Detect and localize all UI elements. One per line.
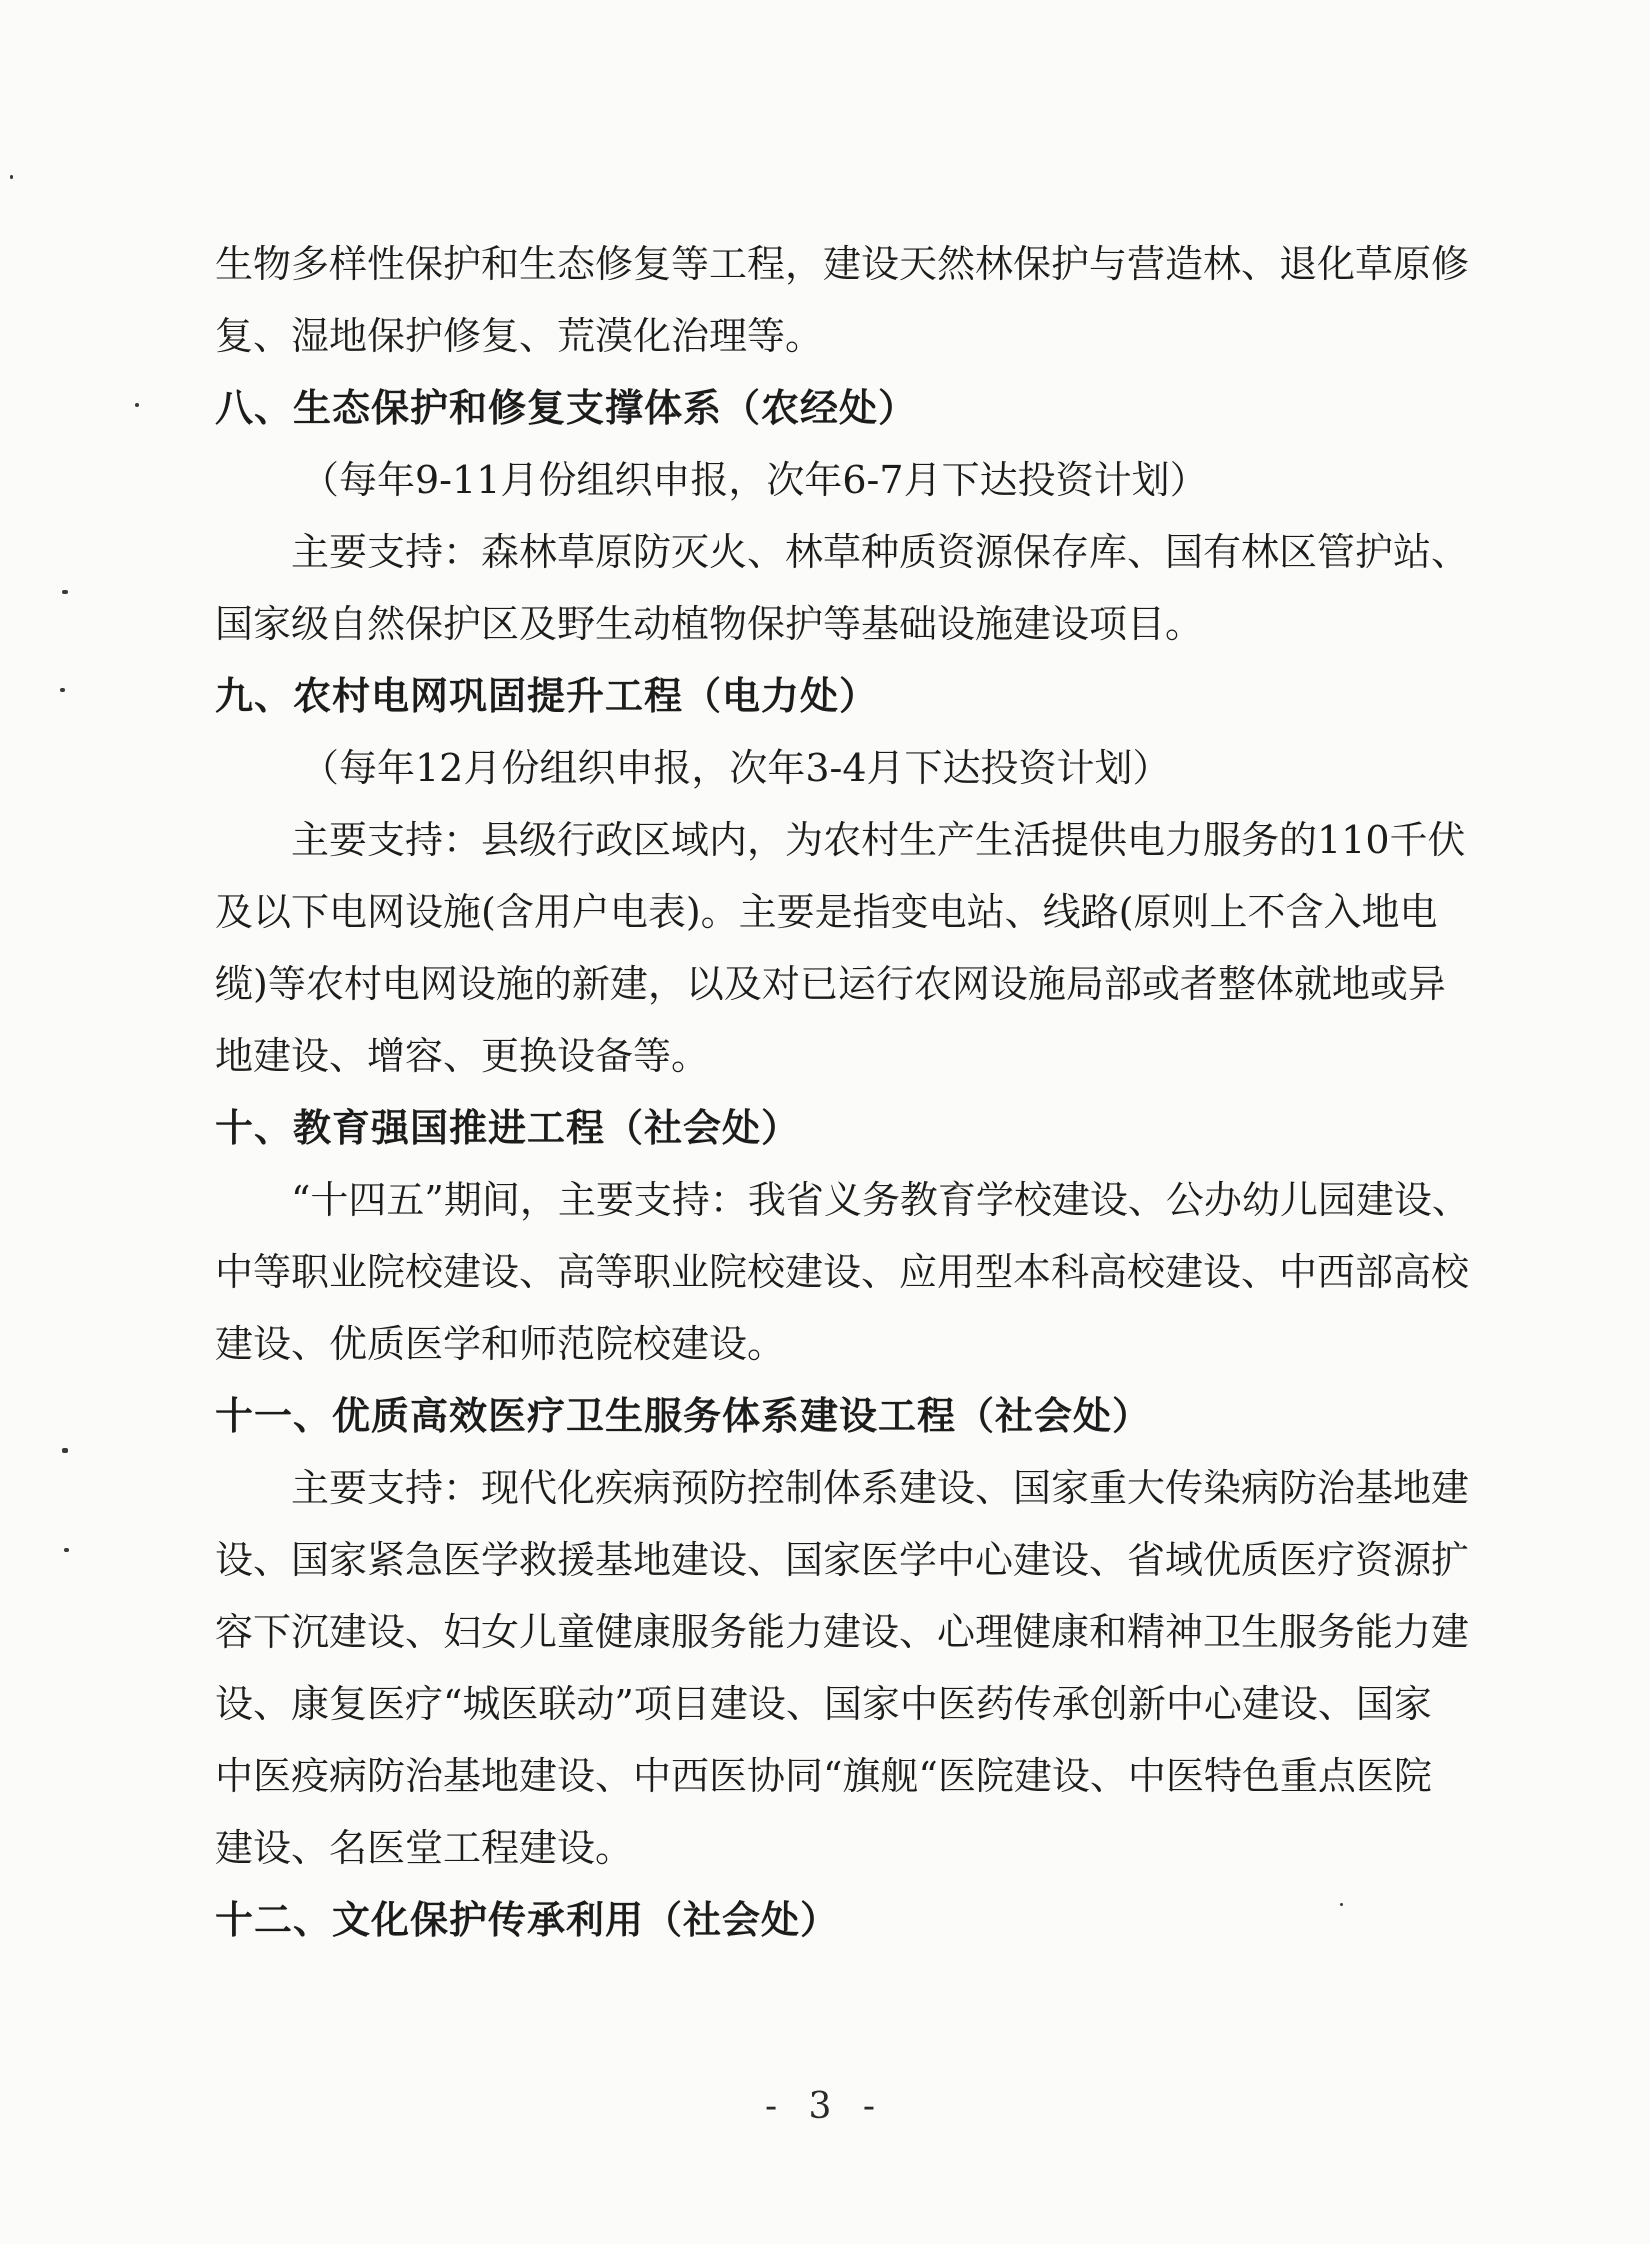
body-line: “十四五”期间，主要支持：我省义务教育学校建设、公办幼儿园建设、 bbox=[291, 1178, 1470, 1222]
body-line: 复、湿地保护修复、荒漠化治理等。 bbox=[215, 314, 824, 358]
body-line: 及以下电网设施(含用户电表)。主要是指变电站、线路(原则上不含入地电 bbox=[215, 890, 1438, 934]
body-line: 主要支持：县级行政区域内，为农村生产生活提供电力服务的110千伏 bbox=[291, 818, 1466, 862]
schedule-note: （每年12月份组织申报，次年3-4月下达投资计划） bbox=[301, 746, 1171, 790]
section-heading-8: 八、生态保护和修复支撑体系（农经处） bbox=[215, 385, 918, 430]
body-line: 中医疫病防治基地建设、中西医协同“旗舰“医院建设、中医特色重点医院 bbox=[215, 1754, 1432, 1798]
body-line: 主要支持：森林草原防灭火、林草种质资源保存库、国有林区管护站、 bbox=[291, 530, 1470, 574]
body-line: 设、康复医疗“城医联动”项目建设、国家中医药传承创新中心建设、国家 bbox=[215, 1682, 1432, 1726]
section-heading-10: 十、教育强国推进工程（社会处） bbox=[215, 1105, 801, 1150]
scan-speck bbox=[135, 403, 139, 407]
body-line: 建设、优质医学和师范院校建设。 bbox=[215, 1322, 786, 1366]
body-line: 建设、名医堂工程建设。 bbox=[215, 1826, 634, 1870]
body-line: 设、国家紧急医学救援基地建设、国家医学中心建设、省域优质医疗资源扩 bbox=[215, 1538, 1470, 1582]
body-line: 中等职业院校建设、高等职业院校建设、应用型本科高校建设、中西部高校 bbox=[215, 1250, 1470, 1294]
scan-speck bbox=[60, 688, 65, 692]
schedule-note: （每年9-11月份组织申报，次年6-7月下达投资计划） bbox=[301, 458, 1208, 502]
document-body bbox=[215, 228, 1470, 1956]
body-line: 国家级自然保护区及野生动植物保护等基础设施建设项目。 bbox=[215, 602, 1204, 646]
section-heading-11: 十一、优质高效医疗卫生服务体系建设工程（社会处） bbox=[215, 1393, 1152, 1438]
scan-speck bbox=[10, 175, 13, 179]
scan-speck bbox=[62, 1448, 68, 1453]
scan-speck bbox=[62, 590, 68, 594]
section-heading-9: 九、农村电网巩固提升工程（电力处） bbox=[215, 673, 879, 718]
body-line: 地建设、增容、更换设备等。 bbox=[215, 1034, 710, 1078]
body-line: 主要支持：现代化疾病预防控制体系建设、国家重大传染病防治基地建 bbox=[291, 1466, 1470, 1510]
page-number: - 3 - bbox=[764, 2086, 886, 2127]
section-heading-12: 十二、文化保护传承利用（社会处） bbox=[215, 1897, 840, 1942]
body-line: 容下沉建设、妇女儿童健康服务能力建设、心理健康和精神卫生服务能力建 bbox=[215, 1610, 1470, 1654]
scan-speck bbox=[64, 1548, 69, 1552]
body-line: 缆)等农村电网设施的新建，以及对已运行农网设施局部或者整体就地或异 bbox=[215, 962, 1446, 1006]
body-line: 生物多样性保护和生态修复等工程，建设天然林保护与营造林、退化草原修 bbox=[215, 242, 1470, 286]
